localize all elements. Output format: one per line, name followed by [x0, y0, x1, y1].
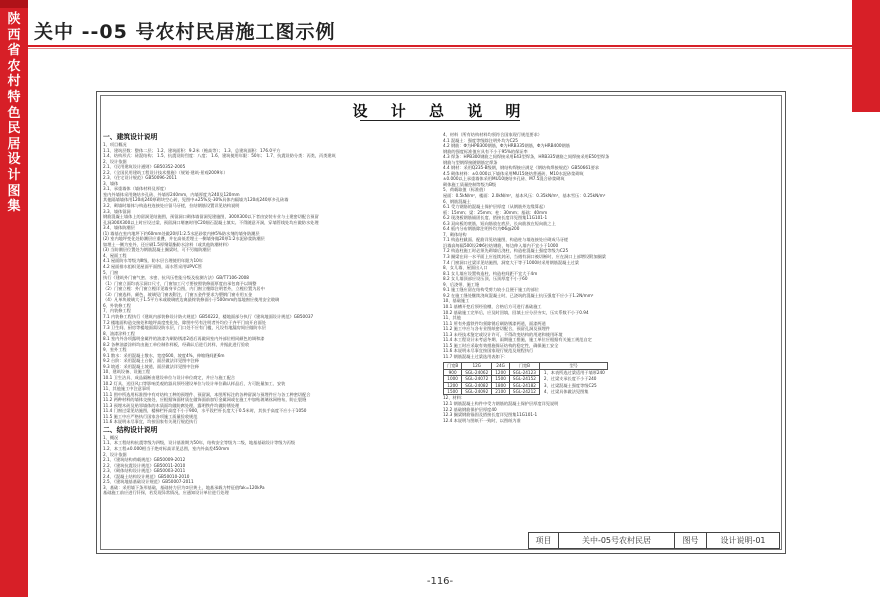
note-line: 8、女儿墙、屋面出入口	[443, 265, 488, 271]
table-note: 2、过梁支承长度不小于240	[543, 376, 597, 382]
note-line: (1) 墙基在室内地坪下约60mm处做20厚1:2.5水泥砂浆内掺5%防水剂的墙身防潮层	[103, 230, 260, 236]
table-cell: 1200	[492, 369, 510, 375]
title-block-project-name: 关中-05号农村民居	[559, 533, 675, 548]
title-block-project-label: 项目	[529, 533, 559, 548]
note-line: 2.2、《建筑抗震设计规范》GB50011-2010	[103, 462, 186, 468]
note-line: 9、后浇带、施工缝	[443, 281, 480, 287]
note-line: 2.1、《民用建筑设计通则》GB50352-2005	[103, 164, 186, 170]
note-line: 2.5、《建筑地基基础设计规范》GB50007-2011	[103, 479, 194, 485]
note-line: （4）凡单块玻璃大于1.5平方米或玻璃底边离最终装修面小于500mm的落地窗应使用安全玻璃	[103, 297, 280, 303]
note-line: 执行《建筑外门窗气密、水密、抗风压性能分级及检测方法》GB/T7106-2008	[103, 275, 249, 281]
bottom-notes	[443, 395, 773, 423]
note-line: （3）门窗选料、颜色、玻璃见门窗表附注，门窗五金件要求为塑钢门窗专用五金	[103, 291, 253, 297]
table-cell: SGL-24212	[509, 389, 539, 395]
note-line: 7.1 构造柱截面、配筋详见结施图，构造柱与墙连接处应砌成马牙槎	[443, 237, 569, 243]
table-header-cell: 24G	[492, 363, 510, 369]
note-line: 8.2 女儿墙顶部应设压顶，压顶厚度不小于60	[443, 276, 528, 282]
note-line: (3) 当防潮层位置处为钢筋混凝土圈梁时，可不另做防潮层	[103, 247, 211, 253]
page-title: 关中 --05 号农村民居施工图示例	[34, 21, 336, 43]
note-line: 2.3、《住宅设计规范》GB50096-2011	[103, 175, 177, 181]
header	[0, 0, 880, 50]
note-line: 4.4 钢材：采用Q235-B级钢，钢结构焊接应满足《钢结构焊接规范》GB50661要求	[443, 165, 600, 171]
note-line: 9.2 在施工缝处继续浇筑混凝土时，已浇筑的混凝土抗压强度不应小于1.2N/mm²	[443, 292, 594, 298]
right-column-lines	[443, 132, 773, 359]
note-line: 10.1 卫生洁具、成品隔断由建设单位与设计单位商定，并应与施工配合	[103, 374, 236, 380]
note-line: 3、墙体	[103, 180, 119, 186]
note-line: 2.4、《混凝土结构设计规范》GB50010-2010	[103, 473, 190, 479]
note-line: 3、基础：采用墙下条形基础，基础持力层为②层黄土，地基承载力特征值fak=120kPa	[103, 484, 265, 490]
table-header-cell: 门宽B	[444, 363, 462, 369]
note-line: 沿墙高每隔500设2Φ6拉结钢筋，每边伸入墙内不宜小于1000	[443, 242, 559, 248]
note-line: 7.3 圈梁在同一水平面上应连续封闭，当遇有洞口被切断时，应在洞口上部增设附加圈梁	[443, 254, 606, 260]
note-line: 11.5 施工中应严格执行国家各项施工质量验收规范	[103, 413, 198, 419]
table-cell: SGL-24072	[462, 376, 492, 382]
note-line: 板：15mm；梁：25mm；柱：30mm；基础：40mm	[443, 209, 548, 215]
note-line: 4.5 砌体材料：±0.000以下墙体采用MU15烧结普通砖、M10水泥砂浆砌筑	[443, 170, 584, 176]
table-cell: SGL-24082	[462, 382, 492, 388]
section-heading: 一、建筑设计说明	[103, 133, 158, 141]
note-line: 10.2 基础施工完毕后，应及时回填，回填土应分层夯实，压实系数不小于0.94	[443, 309, 589, 315]
note-line: 9.1 施工缝应留在结构受剪力较小且便于施工的部位	[443, 287, 539, 293]
title-block	[528, 532, 780, 549]
note-line: （1）门窗立面均表示洞口尺寸，门窗加工尺寸要按照装修面厚度由承包商予以调整	[103, 280, 257, 286]
note-line: 11.1 所有外露铁件均须除锈后刷防锈漆两道，面漆两道	[443, 320, 546, 326]
note-line: 4.2 屋面排水组织见屋面平面图，雨水管采用UPVC管	[103, 264, 202, 270]
side-label: 陕西省农村特色民居设计图集	[7, 12, 21, 215]
note-line: 3.3、墙体留洞	[103, 208, 131, 214]
note-line: 4.2 钢筋：Φ为HPB300钢筋，Φ为HRB335钢筋，Φ为HRB400钢筋	[443, 143, 570, 149]
drawing-sheet	[96, 91, 786, 554]
sheet-title-underline	[360, 120, 520, 121]
header-divider-thin	[28, 48, 852, 49]
table-cell: SGL-24092	[462, 389, 492, 395]
lintel-spec-table	[443, 362, 608, 395]
note-line: 7.2 构造柱施工时必须先砌墙后浇柱，构造柱混凝土强度等级为C25	[443, 248, 569, 254]
table-row	[444, 382, 608, 388]
note-line: 3.1、承重墙体（墙体材料及厚度）	[103, 186, 169, 192]
note-line: 9.1 散水：采用混凝土散水，宽度600，坡度4%，伸缩缝间距6m	[103, 352, 225, 358]
table-row	[444, 389, 608, 395]
table-cell: 1500	[492, 376, 510, 382]
header-divider	[28, 45, 852, 47]
note-line: ±0.000以上承重墙体采用MU10烧结多孔砖、M7.5混合砂浆砌筑	[443, 176, 565, 182]
note-line: 4、材料（所有结构材料均须符合国家现行规范要求）	[443, 132, 542, 137]
table-cell: SGL-24152	[509, 376, 539, 382]
note-line: 7、砌体结构	[443, 231, 467, 237]
table-row	[444, 376, 608, 382]
table-header-cell: 12G	[462, 363, 492, 369]
note-line: 11.2 两种材料的墙体交接处，应根据饰面材质在做饰面前加钉金属网或在施工中加贴玻璃丝网格布，防止裂缝	[103, 397, 307, 403]
side-band	[0, 0, 28, 597]
note-line: 12.4 本说明与图纸不一致时，以图纸为准	[443, 417, 521, 423]
note-line: 10、建筑设备、设施工程	[103, 369, 151, 375]
note-line: 7.2 楼地面构造交接处和地坪高度变化处，除图中另有注明者外均位于齐平门扇开启面处	[103, 319, 266, 325]
note-line: 11、其他	[443, 315, 461, 321]
note-line: 钢筋与型钢焊接随钢筋定焊条	[443, 159, 498, 165]
table-note: 1、本表所选过梁适用于墙厚240	[543, 370, 605, 376]
note-line: 2.2、《全国民用建筑工程设计技术措施》（规划·建筑·景观2009年）	[103, 169, 228, 175]
note-line: 1.2、本工程±0.000相当于绝对标高详见总图，室内外高差450mm	[103, 445, 230, 451]
table-cell: 1800	[492, 382, 510, 388]
note-line: （2）门窗立樘：外门窗立樘详见墙身节点图，内门窗立樘除注明者外，立樘位置为居中	[103, 286, 265, 292]
table-cell: 900	[444, 369, 462, 375]
note-line: 10.2 灯具、送回风口等影响美观的器具须经建设单位与设计单位确认样品后，方可批量加工、安装	[103, 380, 286, 386]
note-line: 屋面：0.5kN/m²，楼面：2.0kN/m²，基本风压：0.35kN/m²，基本雪压：0.25kN/m²	[443, 193, 606, 199]
title-block-drawing-no-label: 图号	[675, 533, 707, 548]
note-line: 12.3 圈梁钢筋锚固及搭接长度详见图集11G101-1	[443, 412, 538, 418]
table-cell: 1200	[444, 382, 462, 388]
table-note: 3、过梁混凝土强度等级C25	[543, 382, 597, 388]
note-line: 11.3 预埋木砖及贴邻墙体的木质面均做防腐处理，露明铁件均做防锈处理	[103, 402, 240, 408]
note-line: 1.1、建筑层数：整体二层； 1.2、建筑面积：9.2米（檐高等）； 1.3、总建筑面积：176.0平方	[103, 147, 281, 153]
note-line: 11.3 未经技术鉴定或设计许可，不得改变结构的用途和使用环境	[443, 331, 563, 337]
note-line: 6、外装修工程	[103, 302, 131, 308]
note-line: 4、屋面工程	[103, 252, 127, 258]
note-line: 钢筋混凝土墙体上的留洞见结施图，预留洞口砌体墙留洞见建施图，300X300以下者由安装专业与土建密切配合预留	[103, 214, 319, 220]
note-line: 7.1 内装修工程执行《建筑内部装修设计防火规范》GB50222，楼地面部分执行《建筑地面设计规范》GB50037	[103, 313, 314, 319]
note-line: 11.5 施工时应采取有效措施保证结构的稳定性，确保施工安全	[443, 342, 559, 348]
table-cell: SGL-24062	[462, 369, 492, 375]
note-line: 1、项目概况	[103, 142, 127, 147]
note-line: 7.3 卫生间、厨房等楼地面需设防水层，门口处不应有门槛，凡设有地漏房间应做防水层	[103, 325, 266, 331]
note-line: 11.1 图中所选用标准图中有对结构工种的预埋件、预留洞，本图所标注的各种留洞与预埋件应与各工种密切配合	[103, 391, 311, 397]
note-line: 砌体施工质量控制等级为B级	[443, 181, 497, 187]
note-line: 9、室外工程	[103, 347, 127, 353]
note-line: 2.1、《建筑结构荷载规范》GB50009-2012	[103, 457, 186, 463]
note-line: 1、概况	[103, 434, 119, 440]
note-line: 4.1 屋面防水等级为Ⅲ级，防水层合理使用年限为10年	[103, 258, 203, 264]
note-line: 6.4 板内分布钢筋除注明外均为Φ6@200	[443, 226, 520, 232]
table-row	[444, 369, 608, 375]
note-line: 11.6 本说明未尽事宜按国家现行规范及规程执行	[443, 348, 534, 354]
note-line: 10.1 基槽开挖后须经验槽，合格后方可进行基础施工	[443, 303, 542, 309]
note-line: 7、内装修工程	[103, 308, 131, 314]
table-header-cell: 型号	[539, 363, 607, 369]
table-cell: 1000	[444, 376, 462, 382]
table-cell: SGL-24123	[509, 369, 539, 375]
note-line: 8.1 女儿墙应设置构造柱，构造柱间距不宜大于4m	[443, 270, 538, 276]
note-line: 如埋土一侧为室外，还应刷1.5厚聚氨酯防水涂料（或其他防潮材料）	[103, 241, 232, 247]
note-line: 8.2 各种油漆涂料均由施工单位制作样板，经确认后进行封样，并据此进行验收	[103, 341, 250, 347]
note-line: 12.1 钢筋混凝土构件中受力钢筋的混凝土保护层厚度详见说明	[443, 401, 559, 406]
note-line: 3.4、墙体防潮层	[103, 225, 135, 231]
note-line: 3.2、砌墙时墙体与构造柱连接处应留马牙槎，拉结钢筋设置详见结构说明	[103, 203, 240, 209]
note-line: 9.2 台阶：采用混凝土台阶，面层做法详见图中注释	[103, 358, 199, 364]
note-line: 12、材料：	[443, 395, 466, 401]
note-line: 其他隔墙墙体用120或240厚砌块空心砖，见图中±25%及-30%具体内隔墙为120或240厚多孔砖墙	[103, 197, 289, 203]
note-line: 孔洞300X300以上时应设过梁，预留洞口堵塞时用C20细石混凝土填实。不得随意开洞，穿墙管线处均应做防水处理	[103, 219, 319, 225]
table-cell: 2100	[492, 389, 510, 395]
table-header-cell: 门宽B	[509, 363, 539, 369]
note-line: 1.4、结构形式：砖混结构； 1.5、抗震设防烈度：八度； 1.6、建筑使用年限：50年； 1.7、抗震设防分类：丙类，丙类建筑	[103, 153, 336, 159]
right-column-notes	[443, 132, 773, 542]
note-line: 11、其他施工中注意事项	[103, 386, 151, 392]
note-line: 11.2 施工中应与各专业图纸密切配合，预留孔洞及预埋件	[443, 326, 550, 332]
note-line: 11.4 门窗过梁见结施图，楼梯栏杆高度不小于900，水平段栏杆长度大于0.5米时，其扶手高度不应小于1050	[103, 408, 307, 414]
table-note: 4、过梁具体做法见图集	[543, 389, 589, 395]
note-line: (2) 室内地坪变化处防潮层应重叠，并在高低差埋土一侧墙身做20厚1:2水泥砂浆防潮层	[103, 236, 265, 242]
note-line: 基础施工前应进行钎探，若发现异常情况，应通知设计单位进行处理	[103, 490, 229, 496]
note-line: 6.2 现浇板钢筋锚固长度、搭接长度详见图集11G101-1	[443, 215, 548, 221]
note-line: 11.7 钢筋混凝土过梁选用表如下：	[443, 353, 509, 359]
note-line: 2、设计依据	[103, 451, 127, 457]
note-line: 6.1 受力钢筋的混凝土保护层厚度（从钢筋外边缘算起）	[443, 204, 548, 210]
note-line: 1.1、本工程结构抗震等级为四级，设计基准期为50年，结构安全等级为二级，地基基础设计等级为丙级	[103, 440, 296, 446]
left-column-notes	[103, 132, 423, 542]
table-cell: SGL-24182	[509, 382, 539, 388]
note-line: 4.1 混凝土：强度等级除注明外均为C25	[443, 137, 518, 143]
table-body	[444, 369, 608, 395]
section-heading: 二、结构设计说明	[103, 425, 158, 434]
note-line: 2、设计依据	[103, 158, 127, 164]
note-line: 室内外墙体采用烧结多孔砖、外墙厚240mm，内墙厚度为240及120mm	[103, 191, 240, 197]
sheet-title: 设 计 总 说 明	[352, 102, 530, 120]
note-line: 钢筋的强度标准值应具有不小于95%的保证率	[443, 148, 528, 154]
note-line: 5、荷载取值（标准值）	[443, 187, 488, 193]
note-line: 8、油漆涂料工程	[103, 330, 135, 336]
note-line: 10、基础施工	[443, 298, 470, 304]
table-cell: 1500	[444, 389, 462, 395]
note-line: 6.3 双向板的底筋，短向筋放在底层，长向筋放在短向筋之上	[443, 220, 556, 226]
note-line: 5、门窗	[103, 269, 119, 275]
page-number: -116-	[426, 576, 454, 587]
note-line: 11.6 本说明未尽事宜，均按国家有关现行规范执行	[103, 419, 198, 425]
note-line: 9.3 坡道：采用混凝土坡道，面层做法详见图中注释	[103, 363, 199, 369]
note-line: 12.2 基础钢筋保护层厚度40	[443, 406, 497, 412]
note-line: 6、钢筋混凝土	[443, 198, 471, 204]
note-line: 7.4 门窗洞口过梁详见结施图，洞宽大于等于1000时采用钢筋混凝土过梁	[443, 259, 579, 265]
note-line: 8.1 室内外各项露明金属件的油漆为刷防锈漆2道后再做同室内外部位相同颜色的调和漆	[103, 336, 265, 342]
title-block-drawing-no: 设计说明-01	[720, 536, 766, 545]
note-line: 4.3 焊条：HPB300钢筋之间焊接采用E43型焊条，HRB335钢筋之间焊接采用E50型焊条	[443, 154, 610, 160]
note-line: 11.4 本工程设计未考虑冬期、雨期施工措施，施工单位应根据有关施工规范自定	[443, 337, 592, 343]
note-line: 2.3、《砌体结构设计规范》GB50003-2011	[103, 468, 186, 474]
